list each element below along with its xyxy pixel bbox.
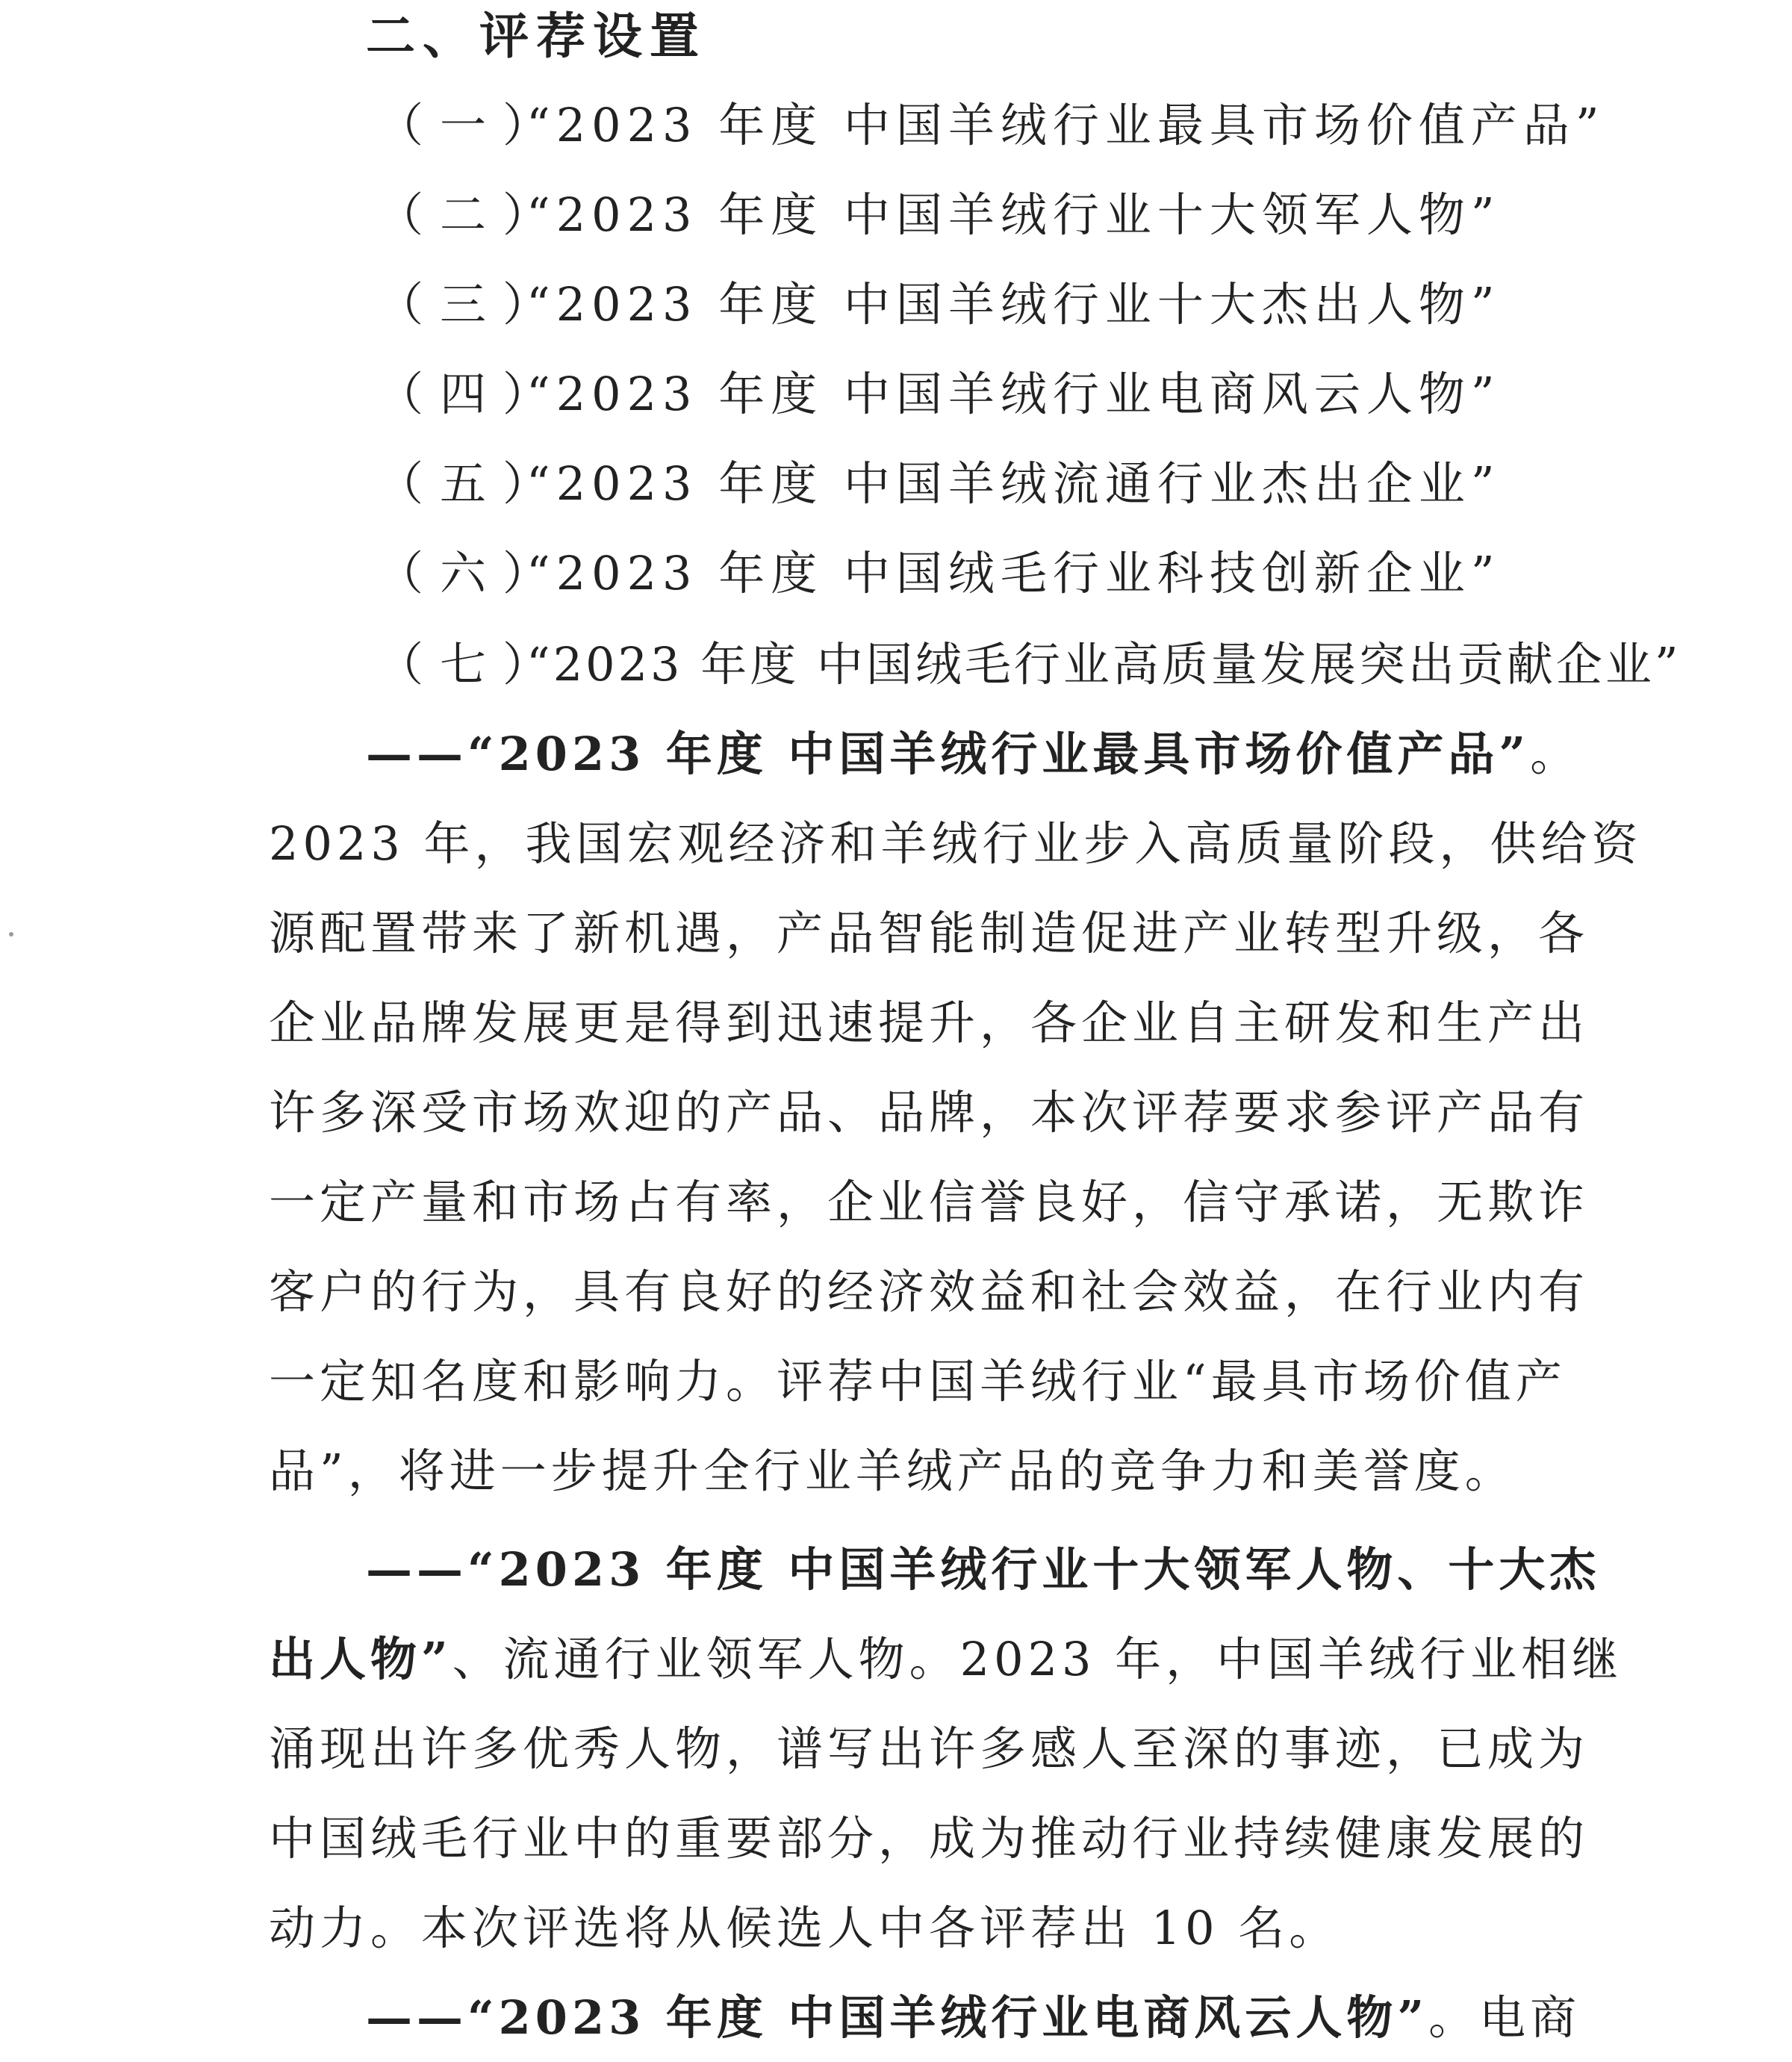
list-item-text: “2023 年度 中国羊绒行业十大领军人物” xyxy=(526,187,1501,242)
award-title: ——“2023 年度 中国羊绒行业十大领军人物、十大杰 xyxy=(366,1542,1601,1597)
list-item xyxy=(377,185,1501,245)
list-item xyxy=(377,96,1605,155)
lead-punctuation: 。 xyxy=(1530,727,1581,781)
paragraph-lead xyxy=(366,1988,1581,2048)
list-item-text: “2023 年度 中国羊绒流通行业杰出企业” xyxy=(526,456,1501,511)
award-title: ——“2023 年度 中国羊绒行业最具市场价值产品” xyxy=(366,727,1531,781)
scan-speck xyxy=(9,932,13,937)
paragraph-line: 2023 年，我国宏观经济和羊绒行业步入高质量阶段，供给资 xyxy=(269,816,1643,871)
list-item-number: （二） xyxy=(377,187,566,242)
list-item-text: “2023 年度 中国绒毛行业科技创新企业” xyxy=(526,546,1501,600)
paragraph-line: 客户的行为，具有良好的经济效益和社会效益，在行业内有 xyxy=(269,1264,1590,1319)
list-item-text: “2023 年度 中国羊绒行业电商风云人物” xyxy=(526,367,1501,421)
list-item-number: （三） xyxy=(377,277,566,332)
paragraph-line: 源配置带来了新机遇，产品智能制造促进产业转型升级，各 xyxy=(269,906,1590,960)
list-item-text: “2023 年度 中国绒毛行业高质量发展突出贡献企业” xyxy=(526,637,1681,692)
list-item xyxy=(377,364,1501,424)
paragraph-line: 企业品牌发展更是得到迅速提升，各企业自主研发和生产出 xyxy=(269,996,1590,1050)
paragraph-line xyxy=(269,1630,1623,1689)
paragraph-line: 品”，将进一步提升全行业羊绒产品的竞争力和美誉度。 xyxy=(269,1444,1516,1498)
paragraph-line: 动力。本次评选将从候选人中各评荐出 10 名。 xyxy=(269,1901,1340,1955)
paragraph-lead xyxy=(366,724,1581,784)
paragraph-text: 、流通行业领军人物。2023 年，中国羊绒行业相继 xyxy=(452,1632,1623,1686)
list-item xyxy=(377,275,1501,335)
list-item xyxy=(377,454,1501,514)
paragraph-line: 涌现出许多优秀人物，谱写出许多感人至深的事迹，已成为 xyxy=(269,1721,1590,1776)
section-heading: 二、评荐设置 xyxy=(366,7,706,65)
list-item xyxy=(377,635,1681,695)
list-item-number: （一） xyxy=(377,98,566,152)
list-item-number: （四） xyxy=(377,367,566,421)
paragraph-line: 一定产量和市场占有率，企业信誉良好，信守承诺，无欺诈 xyxy=(269,1175,1590,1229)
list-item-text: “2023 年度 中国羊绒行业十大杰出人物” xyxy=(526,277,1501,332)
list-item xyxy=(377,544,1501,603)
paragraph-text: 。电商 xyxy=(1428,1990,1581,2045)
list-item-number: （六） xyxy=(377,546,566,600)
award-title-end: 出人物” xyxy=(269,1632,452,1686)
paragraph-lead xyxy=(366,1540,1601,1600)
list-item-number: （五） xyxy=(377,456,566,511)
award-title: ——“2023 年度 中国羊绒行业电商风云人物” xyxy=(366,1990,1429,2045)
paragraph-line: 许多深受市场欢迎的产品、品牌，本次评荐要求参评产品有 xyxy=(269,1085,1590,1140)
paragraph-line: 中国绒毛行业中的重要部分，成为推动行业持续健康发展的 xyxy=(269,1811,1590,1866)
list-item-text: “2023 年度 中国羊绒行业最具市场价值产品” xyxy=(526,98,1605,152)
list-item-number: （七） xyxy=(377,637,566,692)
paragraph-line: 一定知名度和影响力。评荐中国羊绒行业“最具市场价值产 xyxy=(269,1354,1567,1409)
